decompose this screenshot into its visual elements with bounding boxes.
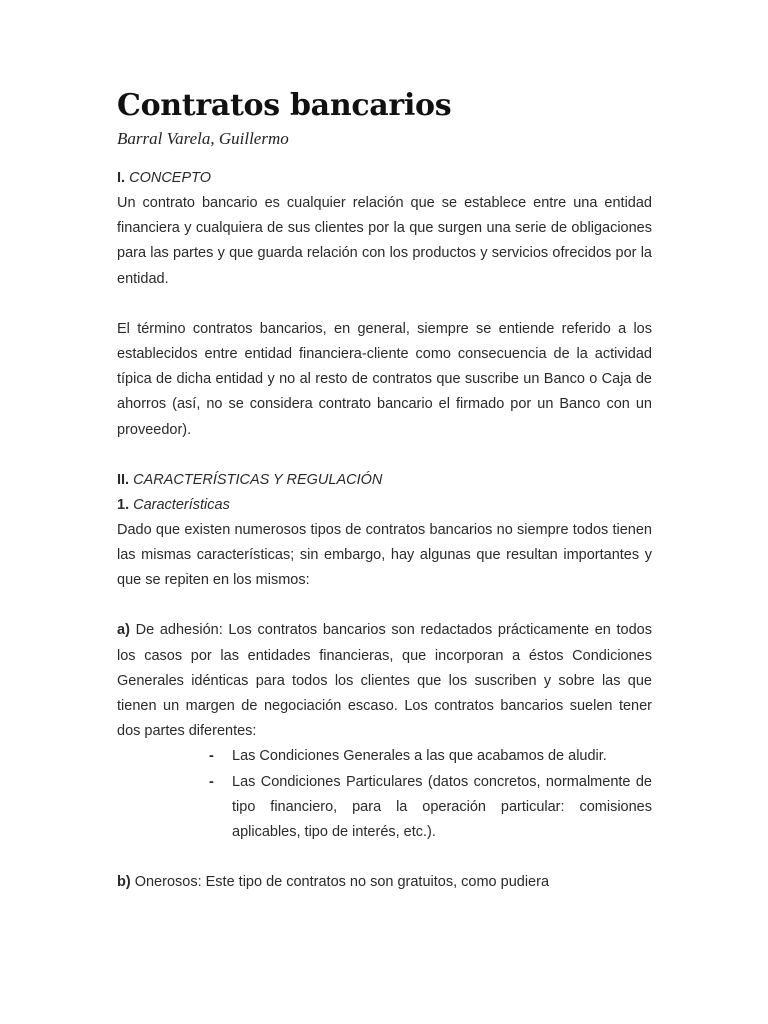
paragraph-spacer xyxy=(117,593,652,618)
paragraph-spacer xyxy=(117,443,652,468)
list-item-text: De adhesión: Los contratos bancarios son redactados prácticamente en todos los casos por las entidades financieras, que incorporan a éstos Condiciones Generales idénticas para todos los clientes que los suscriben y sobre las que tienen un margen de negociación escaso. Los contratos bancarios suelen tener dos partes diferentes: xyxy=(117,622,652,740)
list-item-text: Onerosos: Este tipo de contratos no son gratuitos, como pudiera xyxy=(130,874,550,891)
bullet-item xyxy=(163,744,652,769)
section-number: II. xyxy=(117,471,130,488)
paragraph: El término contratos bancarios, en general, siempre se entiende referido a los establecidos entre entidad financiera-cliente como consecuencia de la actividad típica de dicha entidad y no al resto de contratos que suscribe un Banco o Caja de ahorros (así, no se considera contrato bancario el firmado por un Banco con un proveedor). xyxy=(117,320,652,438)
list-item-b xyxy=(117,870,652,895)
list-item-letter: b) xyxy=(117,874,131,891)
list-item-a xyxy=(117,618,652,744)
bullet-item xyxy=(163,770,652,846)
bullet-list xyxy=(163,744,652,845)
section-title: CONCEPTO xyxy=(129,170,212,186)
paragraph: Un contrato bancario es cualquier relación que se establece entre una entidad financiera y cualquiera de sus clientes por la que surgen una serie de obligaciones para las partes y que guarda relación con los productos y servicios ofrecidos por la entidad. xyxy=(117,195,652,287)
paragraph: Dado que existen numerosos tipos de contratos bancarios no siempre todos tienen las mismas características; sin embargo, hay algunas que resultan importantes y que se repiten en los mismos: xyxy=(117,521,652,589)
document-title: Contratos bancarios xyxy=(117,88,452,123)
paragraph-spacer xyxy=(117,292,652,317)
bullet-text: Las Condiciones Generales a las que acabamos de aludir. xyxy=(232,748,607,765)
section-title: CARACTERÍSTICAS Y REGULACIÓN xyxy=(133,471,383,488)
section-heading-caracteristicas xyxy=(117,468,652,493)
bullet-dash: - xyxy=(209,748,214,765)
list-item-letter: a) xyxy=(117,622,130,639)
section-number: I. xyxy=(117,170,126,186)
bullet-dash: - xyxy=(209,773,214,790)
subsection-title: Características xyxy=(133,496,230,513)
document-author: Barral Varela, Guillermo xyxy=(117,129,289,148)
document-page xyxy=(117,84,652,895)
subsection-heading xyxy=(117,493,652,518)
section-heading-concepto xyxy=(117,166,652,191)
bullet-text: Las Condiciones Particulares (datos concretos, normalmente de tipo financiero, para la operación particular: comisiones aplicables, tipo de interés, etc.). xyxy=(232,773,652,841)
subsection-number: 1. xyxy=(117,496,130,513)
paragraph-spacer xyxy=(117,845,652,870)
